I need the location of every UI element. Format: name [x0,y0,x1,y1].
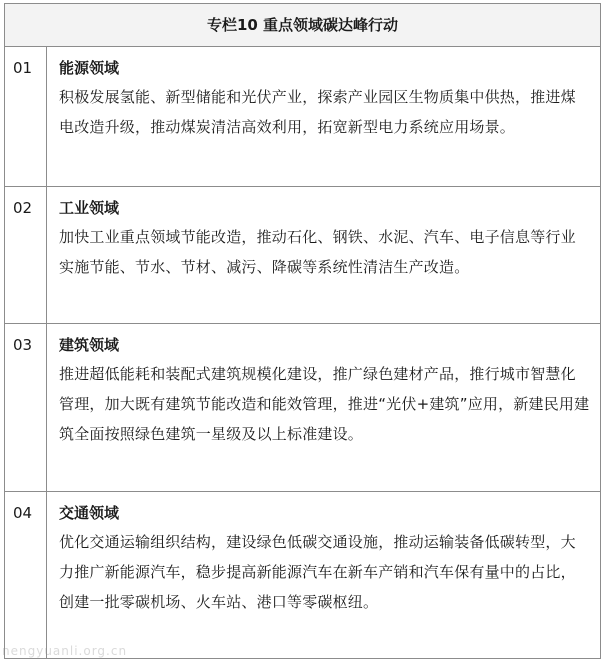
row-body: 加快工业重点领域节能改造，推动石化、钢铁、水泥、汽车、电子信息等行业实施节能、节水、节材、减污、降碳等系统性清洁生产改造。 [59,228,576,276]
box-title: 专栏10 重点领域碳达峰行动 [5,4,600,47]
row-heading: 建筑领域 [59,336,120,354]
row-content [47,187,600,323]
row-body: 优化交通运输组织结构，建设绿色低碳交通设施，推动运输装备低碳转型，大力推广新能源汽车，稳步提高新能源汽车在新车产销和汽车保有量中的占比，创建一批零碳机场、火车站、港口等零碳枢纽。 [59,533,576,611]
row-body: 积极发展氢能、新型储能和光伏产业，探索产业园区生物质集中供热，推进煤电改造升级，推动煤炭清洁高效利用，拓宽新型电力系统应用场景。 [59,88,576,136]
feature-box [4,3,601,659]
table-row [5,47,600,187]
row-heading: 工业领域 [59,199,120,217]
table-row [5,492,600,658]
row-content [47,47,600,186]
row-content [47,492,600,658]
row-number: 03 [5,324,47,491]
table-row [5,324,600,492]
row-heading: 能源领域 [59,59,120,77]
watermark: nengyuanli.org.cn [2,644,128,658]
table-row [5,187,600,324]
row-number: 04 [5,492,47,658]
row-body: 推进超低能耗和装配式建筑规模化建设，推广绿色建材产品，推行城市智慧化管理，加大既有建筑节能改造和能效管理，推进“光伏+建筑”应用，新建民用建筑全面按照绿色建筑一星级及以上标准建设。 [59,365,590,443]
row-number: 01 [5,47,47,186]
row-number: 02 [5,187,47,323]
row-heading: 交通领域 [59,504,120,522]
row-content [47,324,600,491]
